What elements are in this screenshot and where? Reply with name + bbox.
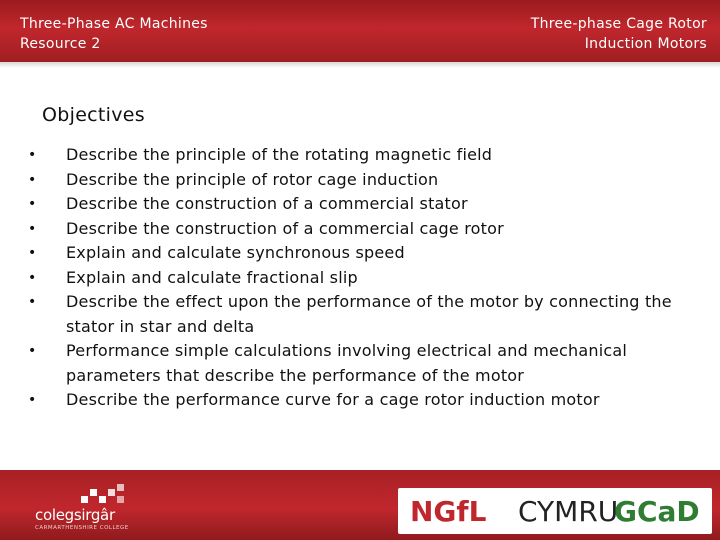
bullet-icon: • [28,392,37,408]
objective-item [28,290,688,339]
objective-text: Describe the principle of the rotating magnetic field [66,145,493,164]
page-title: Objectives [42,104,145,126]
objective-text: Describe the performance curve for a cage rotor induction motor [66,390,600,409]
objective-item [28,266,688,291]
course-title-line2: Resource 2 [20,36,101,52]
objective-item [28,192,688,217]
bullet-icon: • [28,171,37,188]
ngfl-text: NGfL [410,495,487,528]
objective-text: Describe the effect upon the performance of the motor by connecting the stator in star and delta [66,292,672,336]
objective-text: Explain and calculate fractional slip [66,267,358,287]
bullet-icon: • [28,245,37,261]
topic-title-line2: Induction Motors [584,36,707,52]
objective-text: Explain and calculate synchronous speed [66,243,405,262]
course-title [20,14,208,54]
objective-item [28,143,688,168]
objective-text: Describe the principle of rotor cage induction [66,169,439,189]
course-title-line1: Three-Phase AC Machines [20,16,208,32]
bullet-icon: • [28,343,37,359]
college-name: colegsirgâr [35,506,115,524]
bullet-icon: • [28,220,37,237]
bullet-icon: • [28,196,37,212]
footer-bar [0,470,720,540]
objective-text: Describe the construction of a commercial cage rotor [66,218,504,238]
college-subtitle: CARMARTHENSHIRE COLLEGE [35,525,129,531]
objective-item [28,339,688,388]
objective-item [28,168,688,193]
gcad-text: GCaD [614,495,700,528]
objective-text: Describe the construction of a commercial stator [66,194,468,213]
bullet-icon: • [28,269,37,286]
topic-title [531,14,707,54]
cymru-text: CYMRU [518,495,619,528]
ngfl-cymru-gcad-logo [398,488,712,534]
bullet-icon: • [28,147,37,163]
objective-item [28,217,688,242]
objective-text: Performance simple calculations involving electrical and mechanical parameters that describe the performance of the motor [66,341,628,385]
college-logo [15,480,135,532]
topic-title-line1: Three-phase Cage Rotor [530,16,707,32]
objectives-list [28,143,688,413]
objective-item [28,241,688,266]
objective-item [28,388,688,413]
college-logo-squares-icon [79,484,131,508]
bullet-icon: • [28,294,37,310]
header-shadow [0,62,720,68]
header-bar [0,0,720,62]
